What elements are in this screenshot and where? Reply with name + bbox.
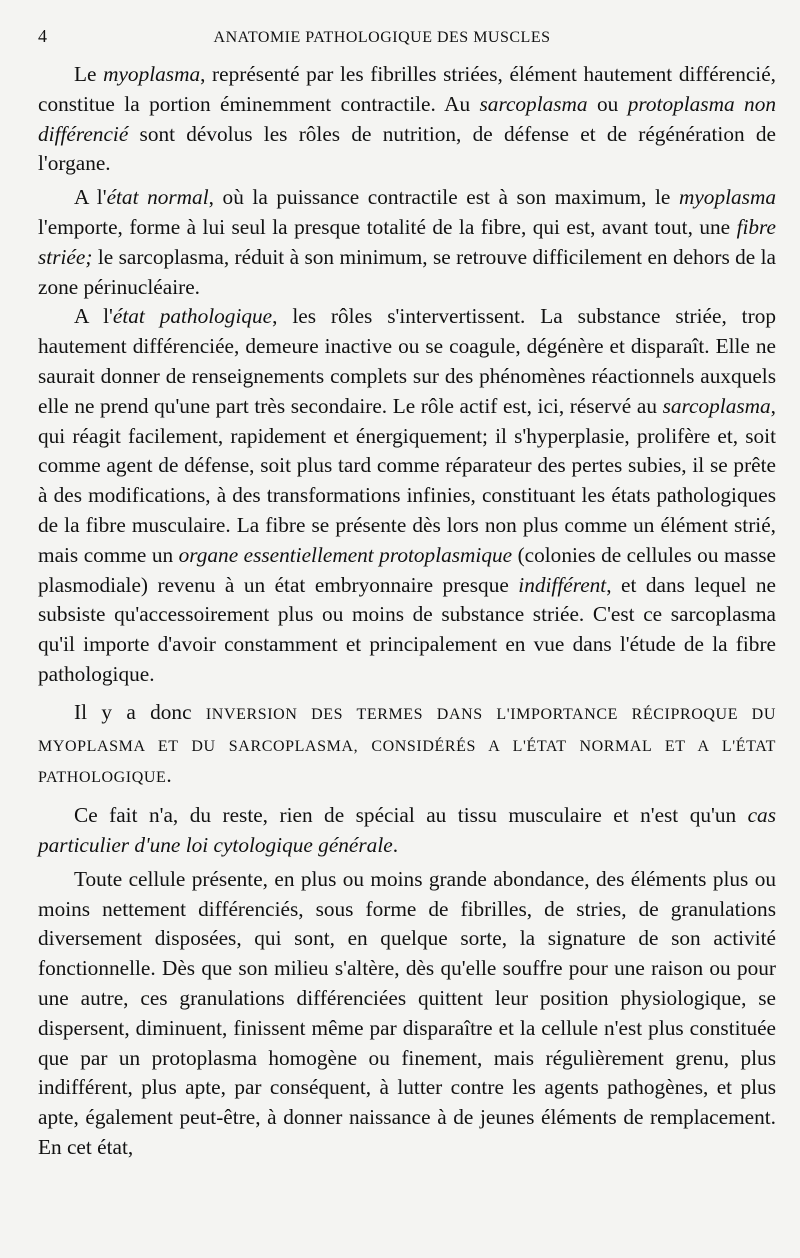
text-run: , et dans lequel ne subsiste qu'accessoirement plus ou moins de substance striée. C'est ce sarcoplasma qu'il importe d'avoir constamment et principalement en vue dans l'étude de la fibre pathologique. <box>38 572 776 686</box>
paragraph-loi-cytologique <box>38 801 776 861</box>
text-run: le sarcoplasma, réduit à son minimum, se retrouve difficilement en dehors de la zone périnucléaire. <box>38 244 776 299</box>
smallcaps-statement: INVERSION DES TERMES DANS L'IMPORTANCE RÉCIPROQUE DU MYOPLASMA ET DU SARCOPLASMA, CONSIDÉRÉS A L'ÉTAT NORMAL ET A L'ÉTAT PATHOLOGIQUE <box>38 705 776 787</box>
text-run: ou <box>587 91 628 116</box>
text-run: , représenté par les fibrilles striées, élément hautement différencié, constitue la portion éminemment contractile. Au <box>38 62 776 116</box>
text-run: , les rôles s'intervertissent. La substance striée, trop hautement différenciée, demeure inactive ou se coagule, dégénère et disparaît. Elle ne saurait donner de renseignements complets sur des phénomènes réactionnels auxquels elle ne prend qu'une part très secondaire. Le rôle actif est, ici, réservé au <box>38 304 776 418</box>
text-run: (colonies de cellules ou masse plasmodiale) revenu à un état embryonnaire presque <box>38 542 776 597</box>
paragraph-inversion <box>38 698 776 793</box>
text-run: . <box>392 832 399 857</box>
text-run: sont dévolus les rôles de nutrition, de défense et de régénération de l'organe. <box>38 121 776 176</box>
italic-term: sarcoplasma <box>479 91 588 116</box>
text-run: Toute cellule présente, en plus ou moins grande abondance, des éléments plus ou moins nettement différenciés, sous forme de fibrilles, de stries, de granulations diversement disposées, qui sont, en quelque sorte, la signature de son activité fonctionnelle. Dès que son milieu s'altère, dès qu'elle souffre pour une raison ou pour une autre, ces granulations différenciées quittent leur position physiologique, se dispersent, diminuent, finissent même par disparaître et la cellule n'est plus constituée que par un protoplasma homogène ou finement, mais régulièrement grenu, plus indifférent, plus apte, par conséquent, à lutter contre les agents pathogènes, et plus apte, également peut-être, à donner naissance à de jeunes éléments de remplacement. En cet état, <box>38 866 776 1159</box>
page-header <box>38 26 776 60</box>
italic-term: protoplasma non différencié <box>38 91 776 146</box>
italic-term: état normal <box>106 185 209 210</box>
italic-term: fibre striée; <box>38 214 776 269</box>
text-run: A l' <box>74 185 107 210</box>
italic-term: état pathologique <box>112 304 273 329</box>
italic-term: indifférent <box>518 572 607 597</box>
paragraph-myoplasma <box>38 60 776 179</box>
text-run: l'emporte, forme à lui seul la presque totalité de la fibre, qui est, avant tout, une <box>38 214 737 239</box>
text-run: , qui réagit facilement, rapidement et énergiquement; il s'hyperplasie, prolifère et, soit comme agent de défense, soit plus tard comme réparateur des pertes subies, il se prête à des modifications, à des transformations infinies, constituant les états pathologiques de la fibre musculaire. La fibre se présente dès lors non plus comme un élément strié, mais comme un <box>38 393 776 567</box>
italic-term: sarcoplasma <box>662 393 771 418</box>
running-head: ANATOMIE PATHOLOGIQUE DES MUSCLES <box>213 29 551 46</box>
italic-term: myoplasma <box>103 62 201 86</box>
text-run: Ce fait n'a, du reste, rien de spécial au tissu musculaire et n'est qu'un <box>74 803 748 828</box>
italic-term: cas particulier d'une loi cytologique générale <box>38 803 776 857</box>
paragraph-etat-pathologique <box>38 302 776 689</box>
paragraph-etat-normal <box>38 183 776 302</box>
italic-term: myoplasma <box>678 185 776 210</box>
text-run: , où la puissance contractile est à son maximum, le <box>208 185 679 210</box>
text-run: . <box>166 763 172 788</box>
page-number: 4 <box>38 26 48 46</box>
text-run: Le <box>74 62 104 86</box>
text-run: A l' <box>74 304 113 329</box>
text-run: Il y a donc <box>74 699 206 724</box>
paragraph-toute-cellule <box>38 865 776 1163</box>
italic-term: organe essentiellement protoplasmique <box>178 542 513 567</box>
body-text <box>38 60 776 1163</box>
